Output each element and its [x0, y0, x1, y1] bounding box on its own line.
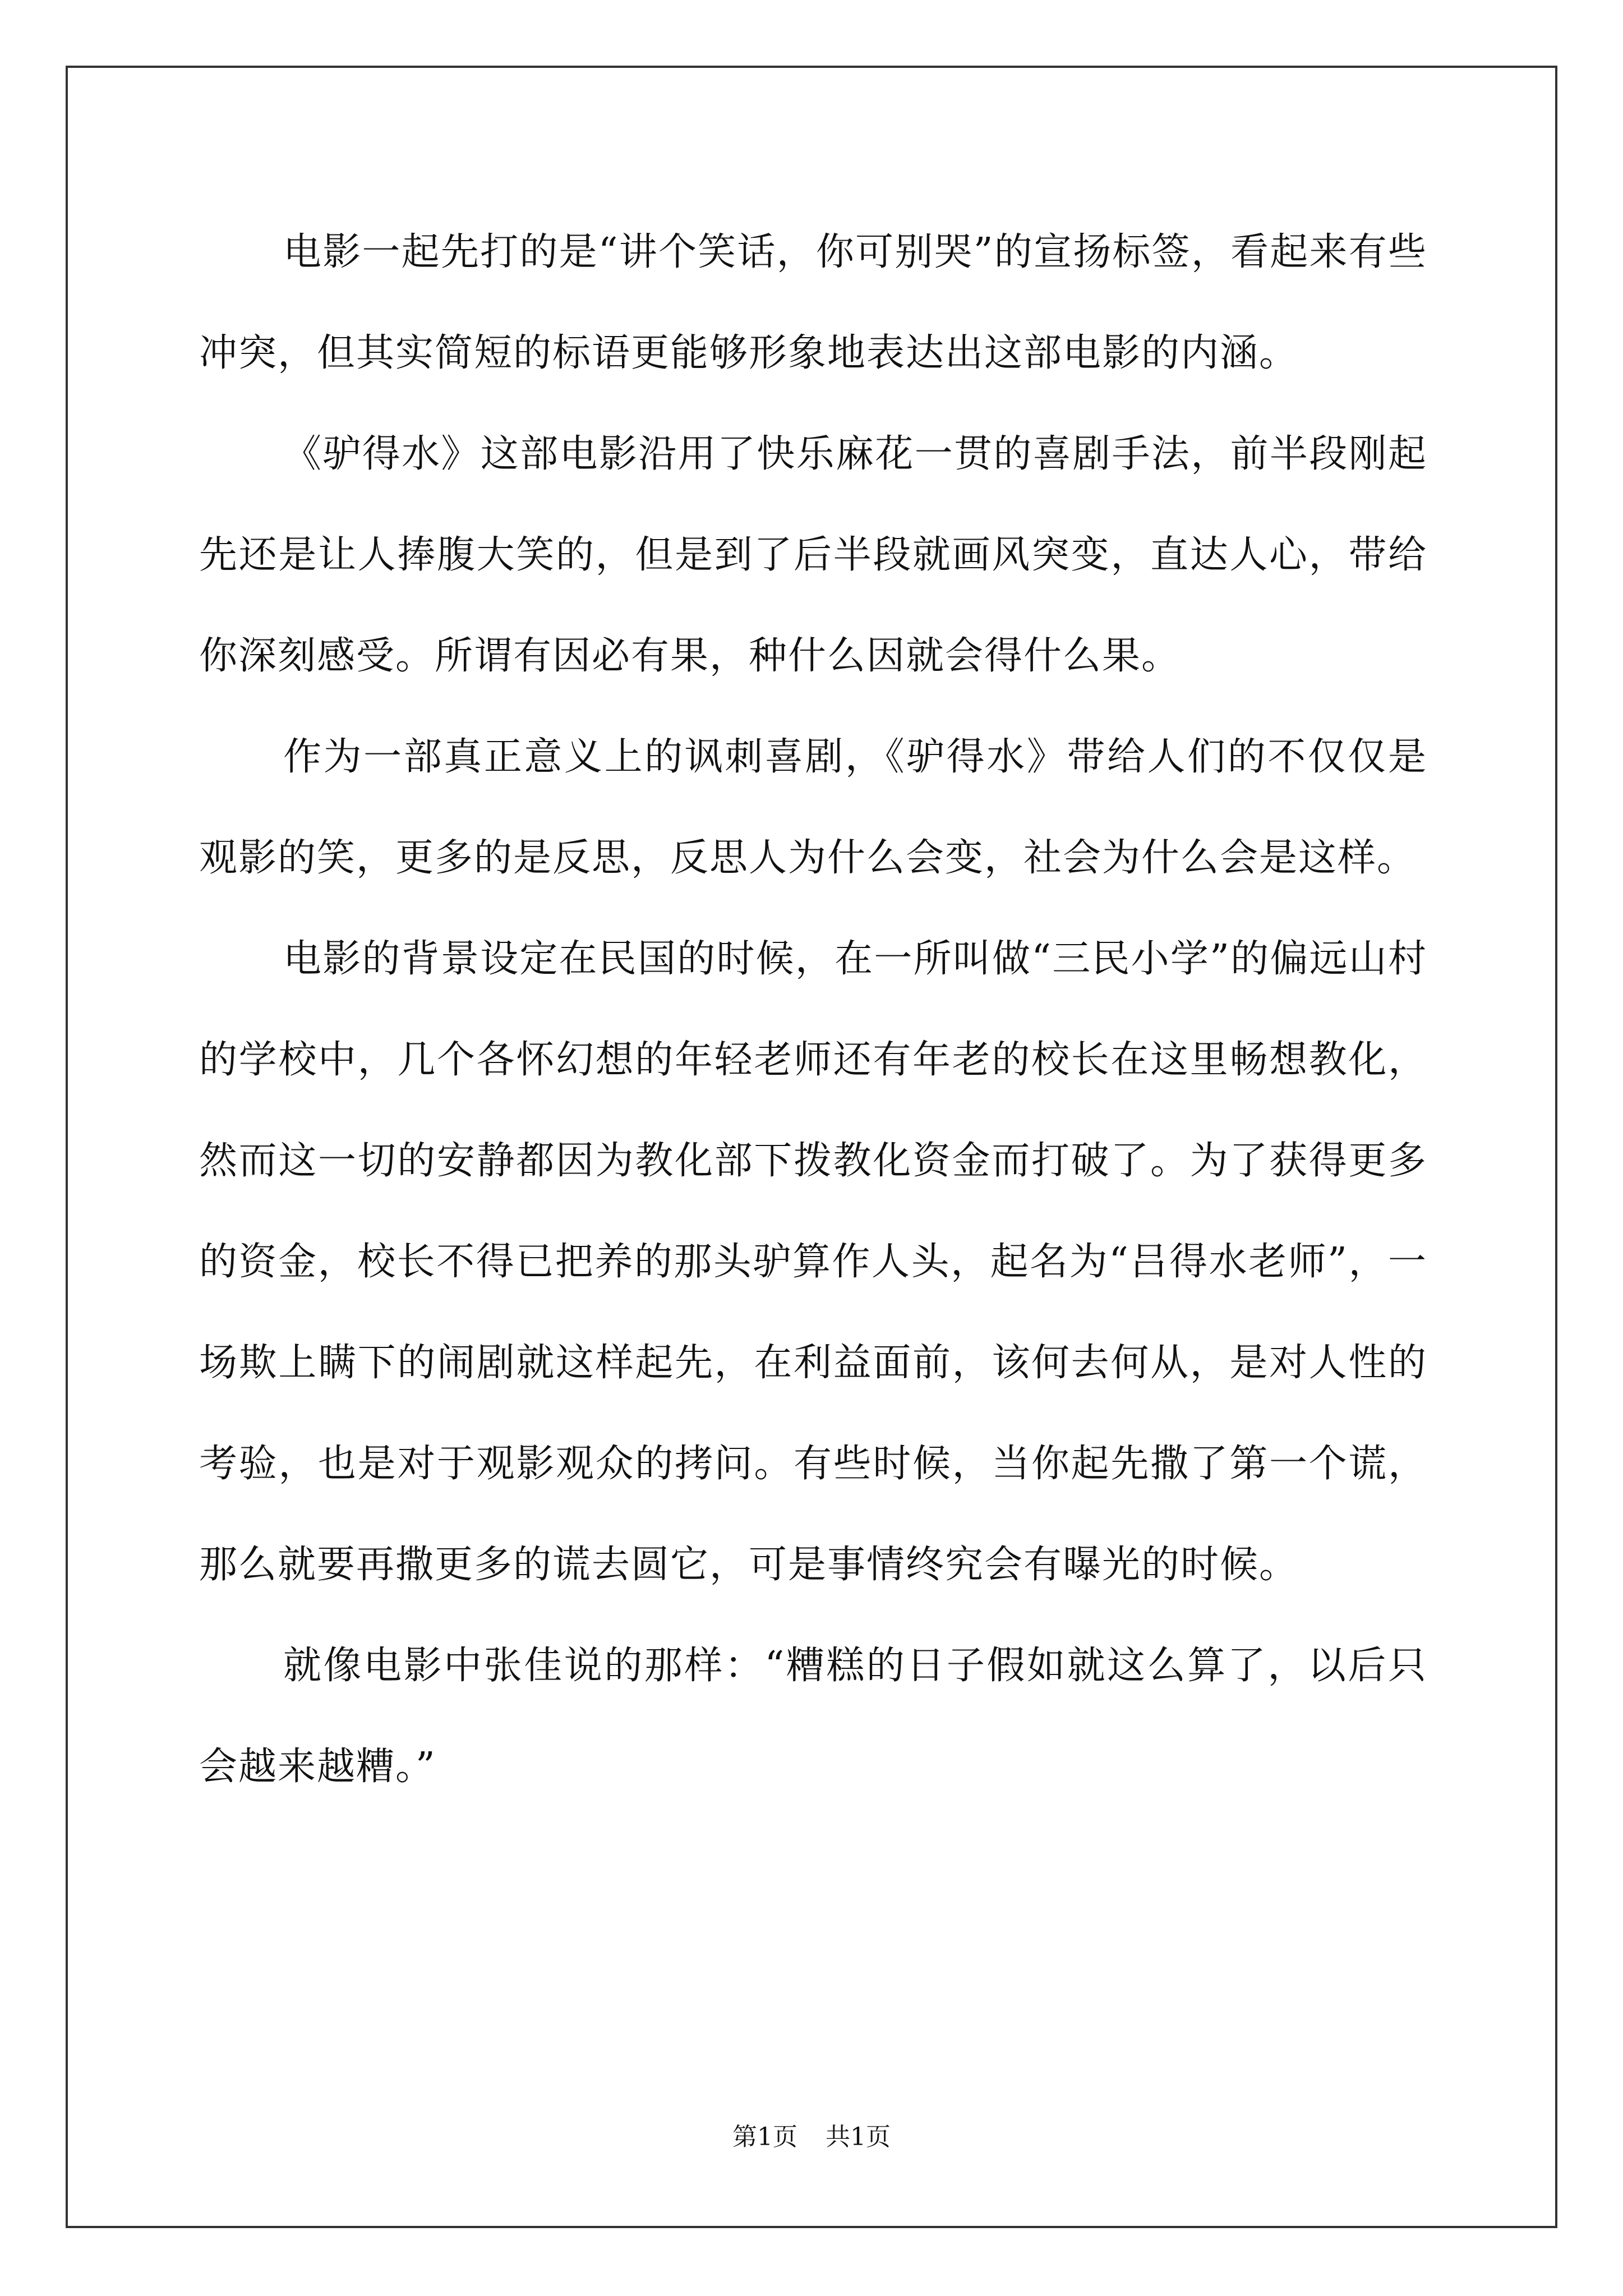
paragraph-1: 电影一起先打的是“讲个笑话，你可别哭”的宣扬标签，看起来有些冲突，但其实简短的标语更能够形象地表达出这部电影的内涵。 [199, 230, 1427, 375]
page-footer [0, 2120, 1623, 2154]
page-total: 共1页 [826, 2123, 891, 2151]
page-number: 第1页 [732, 2123, 797, 2151]
paragraph-3: 作为一部真正意义上的讽刺喜剧，《驴得水》带给人们的不仅仅是观影的笑，更多的是反思，反思人为什么会变，社会为什么会是这样。 [199, 735, 1427, 880]
paragraph-2: 《驴得水》这部电影沿用了快乐麻花一贯的喜剧手法，前半段刚起先还是让人捧腹大笑的，但是到了后半段就画风突变，直达人心，带给你深刻感受。所谓有因必有果，种什么因就会得什么果。 [199, 432, 1427, 678]
paragraph-5: 就像电影中张佳说的那样：“糟糕的日子假如就这么算了，以后只会越来越糟。” [199, 1644, 1427, 1789]
document-body [199, 202, 1427, 1818]
paragraph-4: 电影的背景设定在民国的时候，在一所叫做“三民小学”的偏远山村的学校中，几个各怀幻想的年轻老师还有年老的校长在这里畅想教化，然而这一切的安静都因为教化部下拨教化资金而打破了。为了获得更多的资金，校长不得已把养的那头驴算作人头，起名为“吕得水老师”，一场欺上瞒下的闹剧就这样起先，在利益面前，该何去何从，是对人性的考验，也是对于观影观众的拷问。有些时候，当你起先撒了第一个谎，那么就要再撒更多的谎去圆它，可是事情终究会有曝光的时候。 [199, 937, 1427, 1587]
